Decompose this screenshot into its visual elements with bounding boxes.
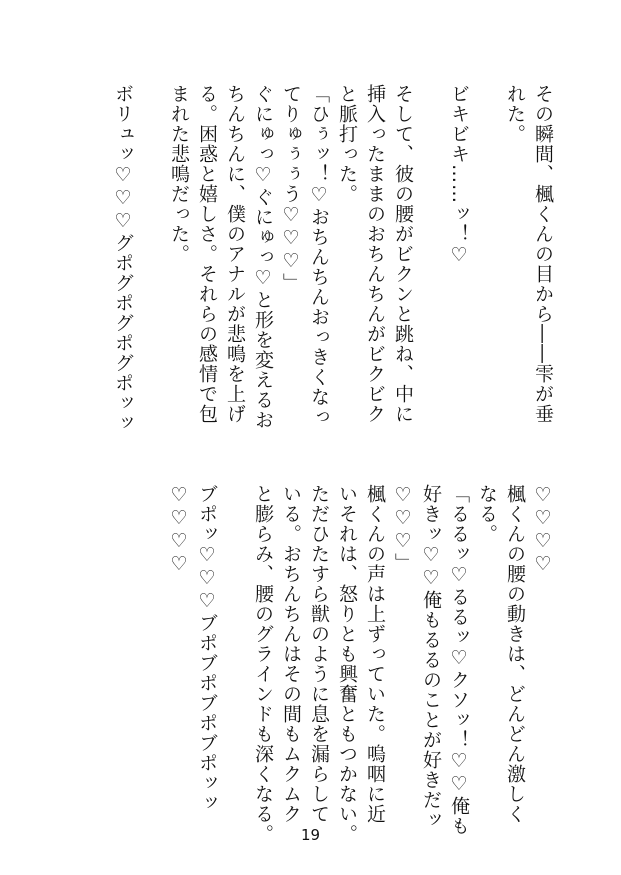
text-line: まれた悲鳴だった。 — [168, 84, 190, 264]
text-line: ぐにゅっ♡ぐにゅっ♡と形を変えるお — [252, 84, 274, 430]
text-line: ちんちんに、僕のアナルが悲鳴を上げ — [224, 84, 246, 424]
text-line: 楓くんの腰の動きは、どんどん激しく — [504, 484, 526, 824]
blank-line — [473, 84, 501, 424]
text-block-upper — [109, 84, 557, 433]
text-line: いそれは、怒りとも興奮ともつかない。 — [336, 484, 358, 844]
text-line: 楓くんの声は上ずっていた。嗚咽に近 — [364, 484, 386, 824]
text-line: なる。 — [476, 484, 498, 544]
text-line: 好きッ♡♡俺もるるのことが好きだッ — [420, 484, 442, 830]
text-line: ♡♡♡♡ — [532, 484, 554, 576]
page-number: 19 — [300, 826, 321, 844]
text-line: いる。おちんちんはその間もムクムク — [280, 484, 302, 824]
text-line: ボリュッ♡♡♡グポグポグポグポッッ — [112, 84, 134, 433]
text-line: ブポッ♡♡♡ブポブポブポブポッッ — [196, 484, 218, 813]
text-line: ビキビキ……ッ！♡ — [448, 84, 470, 267]
text-line: ♡♡♡」 — [392, 484, 414, 573]
blank-line — [417, 84, 445, 424]
text-line: と膨らみ、腰のグラインドも深くなる。 — [252, 484, 274, 844]
text-line: と脈打った。 — [336, 84, 358, 204]
text-line: 「ひぅッ！♡おちんちんおっきくなっ — [308, 84, 330, 427]
text-line: ただひたすら獣のように息を漏らして — [308, 484, 330, 824]
text-line: る。困惑と嬉しさ。それらの感情で包 — [196, 84, 218, 424]
text-line: その瞬間、楓くんの目から――雫が垂 — [532, 84, 554, 424]
text-line: てりゅぅぅう♡♡♡」 — [280, 84, 302, 293]
text-line: ♡♡♡♡ — [168, 484, 190, 576]
blank-line — [137, 84, 165, 424]
text-line: そして、彼の腰がビクンと跳ね、中に — [392, 84, 414, 424]
text-line: れた。 — [504, 84, 526, 144]
text-line: 挿入ったままのおちんちんがビクビク — [364, 84, 386, 424]
text-line: 「るるッ♡るるッ♡クソッ！♡♡俺も — [448, 484, 470, 836]
blank-line — [221, 484, 249, 824]
